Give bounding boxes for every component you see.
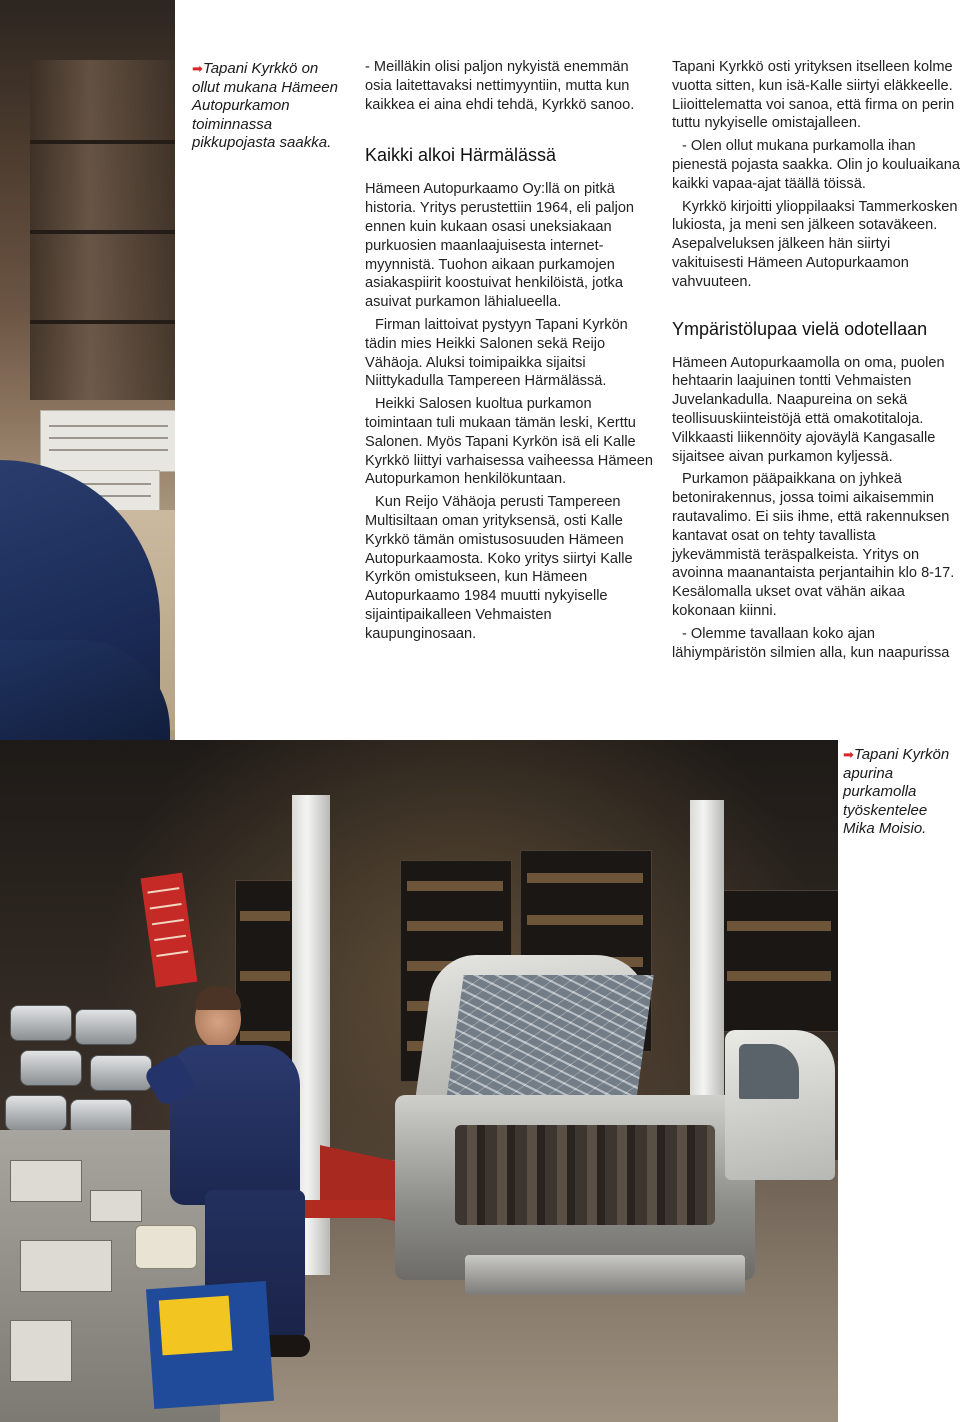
- paragraph: Hämeen Autopurkaamolla on oma, puolen hehtaarin laajuinen tontti Vehmaisten Juvelankadulla. Naapureina on sekä teollisuuskiinteistöjä että omakotitaloja. Vilkkaasti liikennöity ajoväylä Kangasalle sijaitsee aivan purkamon kyljessä.: [672, 354, 945, 465]
- arrow-icon: ➡: [843, 747, 854, 762]
- section-heading: Kaikki alkoi Härmälässä: [365, 145, 557, 166]
- article-column-2: [672, 58, 960, 666]
- shelf-line: [30, 140, 175, 144]
- binder: [146, 1281, 274, 1409]
- caption-text: Tapani Kyrkön apurina purkamolla työskentelee Mika Moisio.: [843, 746, 950, 837]
- section-heading: Ympäristölupaa vielä odotellaan: [672, 318, 928, 339]
- shelf-line: [30, 230, 175, 234]
- paragraph: - Olemme tavallaan koko ajan lähiympäristön silmien alla, kun naapurissa: [672, 625, 950, 661]
- engine-bay: [455, 1125, 715, 1225]
- posted-notice: [40, 410, 175, 472]
- car-door: [725, 1030, 835, 1180]
- photo-caption-top: [192, 60, 342, 153]
- shattered-windshield: [446, 975, 654, 1100]
- paragraph: Tapani Kyrkkö osti yrityksen itselleen kolme vuotta sitten, kun isä-Kalle siirtyi eläkkeelle. Liioittelematta voi sanoa, että firma on perin tuttu nykyiselle omistajalleen.: [672, 59, 955, 132]
- paragraph: - Meilläkin olisi paljon nykyistä enemmän osia laitettavaksi nettimyyntiin, mutta kun kaikkea ei aina ehdi tehdä, Kyrkkö sanoo.: [365, 59, 635, 113]
- headlight-stack: [0, 995, 170, 1135]
- shelf-line: [30, 320, 175, 324]
- article-column-1: [365, 58, 653, 648]
- garage-photo: [0, 740, 838, 1422]
- paragraph: Purkamon pääpaikkana on jyhkeä betonirakennus, jossa toimi aikaisemmin rautavalimo. Ei siis ihme, että rakennuksen kantavat osat on tehty tavallista jykevämmistä teräspalkeista. Yritys on avoinna maanantaista perjantaihin klo 8-17. Kesälomalla ukset ovat vähän aikaa kokonaan kiinni.: [672, 471, 955, 619]
- dismantled-car: [385, 955, 765, 1310]
- photo-caption-bottom: [843, 746, 960, 839]
- arrow-icon: ➡: [192, 61, 203, 76]
- paragraph: Heikki Salosen kuoltua purkamon toimintaan tuli mukaan tämän leski, Kerttu Salonen. Myös Tapani Kyrkön isä eli Kalle Kyrkkö liittyi varhaisessa vaiheessa Hämeen Autopurkamon henkilökuntaan.: [365, 396, 653, 488]
- paragraph: Kun Reijo Vähäoja perusti Tampereen Multisiltaan oman yrityksensä, osti Kalle Kyrkkö tämän omistusosuuden Hämeen Autopurkaamosta. Koko yritys siirtyi Kalle Kyrkön omistukseen, kun Hämeen Autopurkaamo 1984 muutti nykyiselle sijaintipaikalleen Vehmaisten kaupunginosaan.: [365, 494, 633, 642]
- caption-text: Tapani Kyrkkö on ollut mukana Hämeen Autopurkamon toiminnassa pikkupojasta saakka.: [192, 60, 338, 151]
- paragraph: Firman laittoivat pystyyn Tapani Kyrkön tädin mies Heikki Salonen sekä Reijo Vähäoja. Aluksi toimipaikka sijaitsi Niittykadulla Tampereen Härmälässä.: [365, 316, 628, 390]
- paragraph: - Olen ollut mukana purkamolla ihan pienestä pojasta saakka. Olin jo kouluaikana kaikki vapaa-ajat täällä töissä.: [672, 138, 960, 192]
- desk-phone: [135, 1225, 197, 1269]
- paragraph: Kyrkkö kirjoitti ylioppilaaksi Tammerkosken lukiosta, ja meni sen jälkeen sotaväkeen. Asepalveluksen jälkeen hän siirtyi vakituisesti Hämeen Autopurkaamon vahvuuteen.: [672, 198, 958, 290]
- office-photo: [0, 0, 175, 770]
- paragraph: Hämeen Autopurkaamo Oy:llä on pitkä historia. Yritys perustettiin 1964, eli paljon ennen kuin kukaan osasi uneksiakaan purkuosien maanlaajuisesta internet-myynnistä. Tuohon aikaan purkamojen asiakaspiirit koostuivat henkilöistä, jotka asuivat purkamon lähialueella.: [365, 181, 635, 311]
